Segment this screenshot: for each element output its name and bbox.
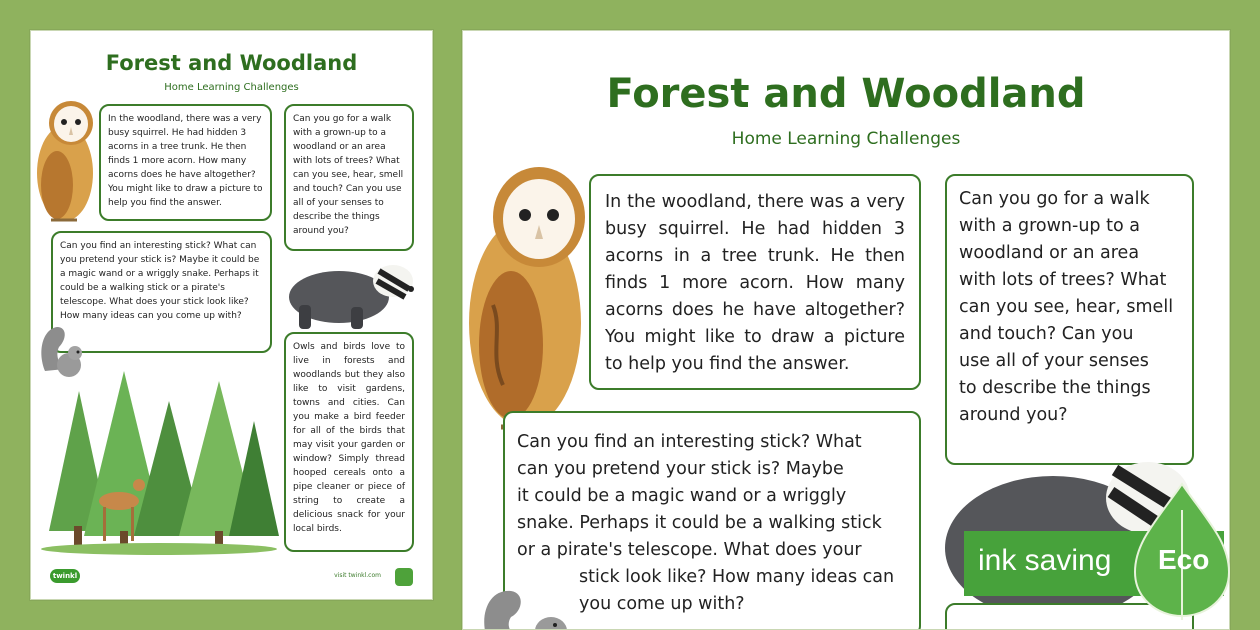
- squirrel-acorn-text: In the woodland, there was a very busy squirrel. He had hidden 3 acorns in a tree trunk. He then finds 1 more acorn. How many acorns does he have altogether? You might like to draw a picture to help you find the answer.: [108, 114, 263, 208]
- small-worksheet[interactable]: [30, 30, 433, 600]
- bird-feeder-challenge: [284, 332, 414, 552]
- woodland-walk-challenge-large: [945, 174, 1194, 465]
- woodland-walk-line: with lots of trees? What: [959, 270, 1167, 290]
- footer-url[interactable]: visit twinkl.com: [334, 572, 381, 579]
- small-title: Forest and Woodland: [105, 51, 358, 75]
- forest-illustration: [39, 361, 279, 556]
- woodland-walk-line: around you?: [959, 405, 1068, 425]
- woodland-walk-line: Can you go for a walk: [959, 189, 1150, 209]
- woodland-walk-line: use all of your senses: [959, 351, 1149, 371]
- ink-saving-label: ink saving: [978, 544, 1112, 577]
- woodland-walk-line: woodland or an area: [959, 243, 1140, 263]
- woodland-walk-text: Can you go for a walk with a grown-up to a woodland or an area with lots of trees? What can you see, hear, smell and touch? Can you use all of your senses to describe the things around you?: [293, 114, 404, 236]
- stick-line: you come up with?: [579, 594, 745, 614]
- large-subtitle: Home Learning Challenges: [731, 129, 961, 149]
- small-footer: [46, 569, 417, 585]
- squirrel-acorn-challenge-large: [589, 174, 921, 390]
- owl-illustration: [31, 95, 99, 227]
- woodland-walk-line: with a grown-up to a: [959, 216, 1140, 236]
- squirrel-acorn-challenge: [99, 104, 272, 221]
- stick-line: Can you find an interesting stick? What: [517, 432, 862, 452]
- squirrel-illustration-large: [481, 587, 571, 630]
- stick-line: or a pirate's telescope. What does your: [517, 540, 862, 560]
- large-title: Forest and Woodland: [606, 71, 1086, 117]
- woodland-walk-line: and touch? Can you: [959, 324, 1134, 344]
- stick-line: can you pretend your stick is? Maybe: [517, 459, 844, 479]
- woodland-walk-line: can you see, hear, smell: [959, 297, 1174, 317]
- stick-line: stick look like? How many ideas can: [579, 567, 895, 587]
- stick-line: snake. Perhaps it could be a walking stick: [517, 513, 882, 533]
- squirrel-acorn-text-large: In the woodland, there was a very busy squirrel. He had hidden 3 acorns in a tree trunk. He then finds 1 more acorn. How many acorns does he have altogether? You might like to draw a picture to help you find the answer.: [605, 192, 905, 374]
- owl-illustration-large: [463, 155, 591, 433]
- bird-feeder-text: Owls and birds love to live in forests and woodlands but they also like to visit gardens, towns and cities. Can you make a bird feeder for all of the birds that may visit your garden or window? Simply thread hooped cereals onto a pipe cleaner or piece of string to create a delicious snack for your local birds.: [293, 342, 405, 534]
- twinkl-logo[interactable]: twinkl: [50, 569, 80, 583]
- woodland-walk-challenge: [284, 104, 414, 251]
- woodland-walk-line: to describe the things: [959, 378, 1151, 398]
- stick-line: it could be a magic wand or a wriggly: [517, 486, 847, 506]
- eco-badge-label: Eco: [1158, 544, 1210, 575]
- small-subtitle: Home Learning Challenges: [164, 82, 299, 93]
- twinkl-badge-icon: [395, 568, 413, 586]
- stick-text: Can you find an interesting stick? What can you pretend your stick is? Maybe it could be a magic wand or a wriggly snake. Perhaps it could be a walking stick or a pirate's telescope. What does your stick look like? How many ideas can you come up with?: [60, 241, 260, 321]
- badger-illustration: [281, 249, 416, 331]
